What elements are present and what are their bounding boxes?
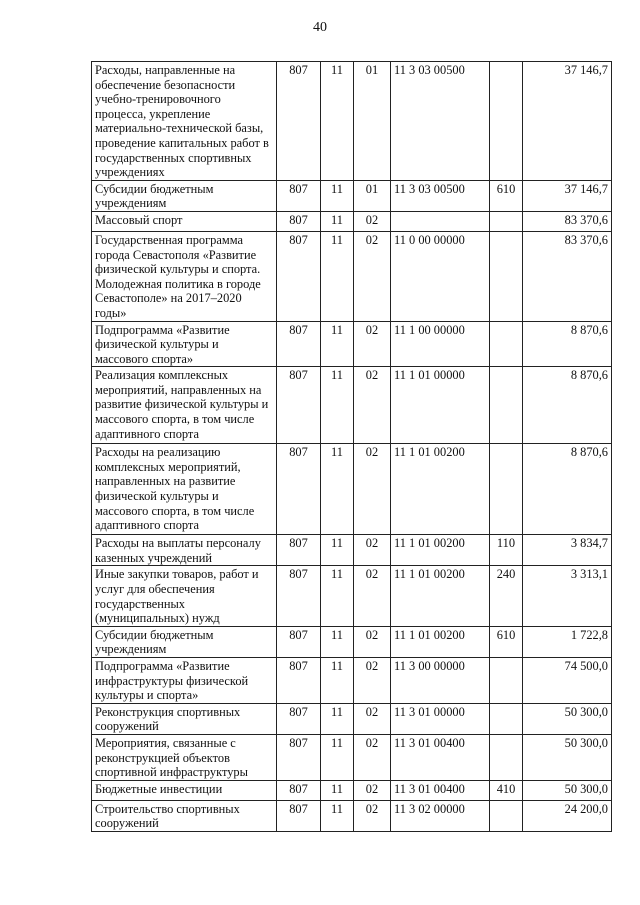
row-target-code: 11 1 01 00200 [391,535,490,566]
row-gov-code: 807 [277,321,321,367]
table-row [92,180,612,211]
row-section: 11 [321,658,354,704]
row-gov-code: 807 [277,626,321,657]
table-row [92,703,612,734]
row-amount: 3 834,7 [523,535,612,566]
budget-table [91,61,612,832]
table-row [92,566,612,626]
row-amount: 8 870,6 [523,367,612,444]
row-amount: 37 146,7 [523,62,612,181]
row-subsection: 02 [354,626,391,657]
row-section: 11 [321,211,354,231]
row-gov-code: 807 [277,658,321,704]
row-expense-type [490,367,523,444]
row-gov-code: 807 [277,444,321,535]
row-name: Иные закупки товаров, работ и услуг для обеспечения государственных (муниципальных) нужд [92,566,277,626]
row-name: Массовый спорт [92,211,277,231]
row-section: 11 [321,62,354,181]
row-subsection: 02 [354,735,391,781]
row-amount: 50 300,0 [523,780,612,800]
row-section: 11 [321,566,354,626]
row-expense-type: 240 [490,566,523,626]
row-target-code [391,211,490,231]
table-row [92,800,612,831]
row-expense-type: 410 [490,780,523,800]
row-target-code: 11 3 01 00000 [391,703,490,734]
row-amount: 8 870,6 [523,321,612,367]
row-subsection: 02 [354,658,391,704]
table-row [92,367,612,444]
row-gov-code: 807 [277,535,321,566]
table-row [92,535,612,566]
row-name: Подпрограмма «Развитие инфраструктуры физической культуры и спорта» [92,658,277,704]
row-subsection: 02 [354,535,391,566]
row-expense-type [490,211,523,231]
row-subsection: 02 [354,321,391,367]
row-section: 11 [321,231,354,321]
row-subsection: 02 [354,780,391,800]
row-name: Реализация комплексных мероприятий, направленных на развитие физической культуры и массового спорта, в том числе адаптивного спорта [92,367,277,444]
row-amount: 37 146,7 [523,180,612,211]
row-name: Мероприятия, связанные с реконструкцией объектов спортивной инфраструктуры [92,735,277,781]
row-gov-code: 807 [277,566,321,626]
row-amount: 50 300,0 [523,703,612,734]
row-gov-code: 807 [277,780,321,800]
row-name: Подпрограмма «Развитие физической культуры и массового спорта» [92,321,277,367]
row-section: 11 [321,367,354,444]
row-section: 11 [321,321,354,367]
row-gov-code: 807 [277,231,321,321]
row-target-code: 11 1 01 00000 [391,367,490,444]
row-section: 11 [321,800,354,831]
row-section: 11 [321,703,354,734]
row-amount: 8 870,6 [523,444,612,535]
row-gov-code: 807 [277,735,321,781]
row-amount: 1 722,8 [523,626,612,657]
table-row [92,735,612,781]
row-name: Субсидии бюджетным учреждениям [92,180,277,211]
table-row [92,658,612,704]
row-subsection: 02 [354,444,391,535]
row-gov-code: 807 [277,800,321,831]
row-section: 11 [321,780,354,800]
row-target-code: 11 1 01 00200 [391,566,490,626]
row-expense-type [490,735,523,781]
row-expense-type: 610 [490,180,523,211]
table-row [92,62,612,181]
row-subsection: 02 [354,566,391,626]
row-subsection: 02 [354,211,391,231]
row-name: Государственная программа города Севастополя «Развитие физической культуры и спорта. Молодежная политика в городе Севастополе» на 2017–2020 годы» [92,231,277,321]
row-subsection: 02 [354,231,391,321]
row-subsection: 01 [354,180,391,211]
row-subsection: 02 [354,703,391,734]
page-number: 40 [313,20,327,35]
row-amount: 3 313,1 [523,566,612,626]
row-section: 11 [321,735,354,781]
row-expense-type [490,703,523,734]
row-target-code: 11 3 03 00500 [391,62,490,181]
row-expense-type: 110 [490,535,523,566]
row-expense-type: 610 [490,626,523,657]
row-subsection: 02 [354,367,391,444]
table-row [92,780,612,800]
row-expense-type [490,62,523,181]
row-gov-code: 807 [277,703,321,734]
row-target-code: 11 1 01 00200 [391,444,490,535]
row-amount: 83 370,6 [523,211,612,231]
row-target-code: 11 1 00 00000 [391,321,490,367]
table-row [92,626,612,657]
row-target-code: 11 3 02 00000 [391,800,490,831]
row-expense-type [490,231,523,321]
row-target-code: 11 1 01 00200 [391,626,490,657]
row-amount: 24 200,0 [523,800,612,831]
row-section: 11 [321,535,354,566]
row-subsection: 01 [354,62,391,181]
row-amount: 50 300,0 [523,735,612,781]
row-subsection: 02 [354,800,391,831]
row-expense-type [490,658,523,704]
table-row [92,211,612,231]
row-target-code: 11 3 01 00400 [391,780,490,800]
row-gov-code: 807 [277,180,321,211]
table-row [92,231,612,321]
row-expense-type [490,444,523,535]
row-amount: 83 370,6 [523,231,612,321]
row-section: 11 [321,444,354,535]
row-name: Расходы на выплаты персоналу казенных учреждений [92,535,277,566]
row-gov-code: 807 [277,62,321,181]
row-name: Реконструкция спортивных сооружений [92,703,277,734]
row-target-code: 11 0 00 00000 [391,231,490,321]
table-row [92,444,612,535]
row-name: Строительство спортивных сооружений [92,800,277,831]
row-gov-code: 807 [277,367,321,444]
row-amount: 74 500,0 [523,658,612,704]
table-row [92,321,612,367]
row-section: 11 [321,626,354,657]
row-expense-type [490,321,523,367]
row-section: 11 [321,180,354,211]
row-name: Расходы на реализацию комплексных мероприятий, направленных на развитие физической культуры и массового спорта, в том числе адаптивного спорта [92,444,277,535]
row-name: Субсидии бюджетным учреждениям [92,626,277,657]
row-target-code: 11 3 00 00000 [391,658,490,704]
row-target-code: 11 3 03 00500 [391,180,490,211]
row-gov-code: 807 [277,211,321,231]
row-name: Расходы, направленные на обеспечение безопасности учебно-тренировочного процесса, укрепление материально-технической базы, проведение капитальных работ в государственных спортивных учреждениях [92,62,277,181]
row-expense-type [490,800,523,831]
row-target-code: 11 3 01 00400 [391,735,490,781]
row-name: Бюджетные инвестиции [92,780,277,800]
